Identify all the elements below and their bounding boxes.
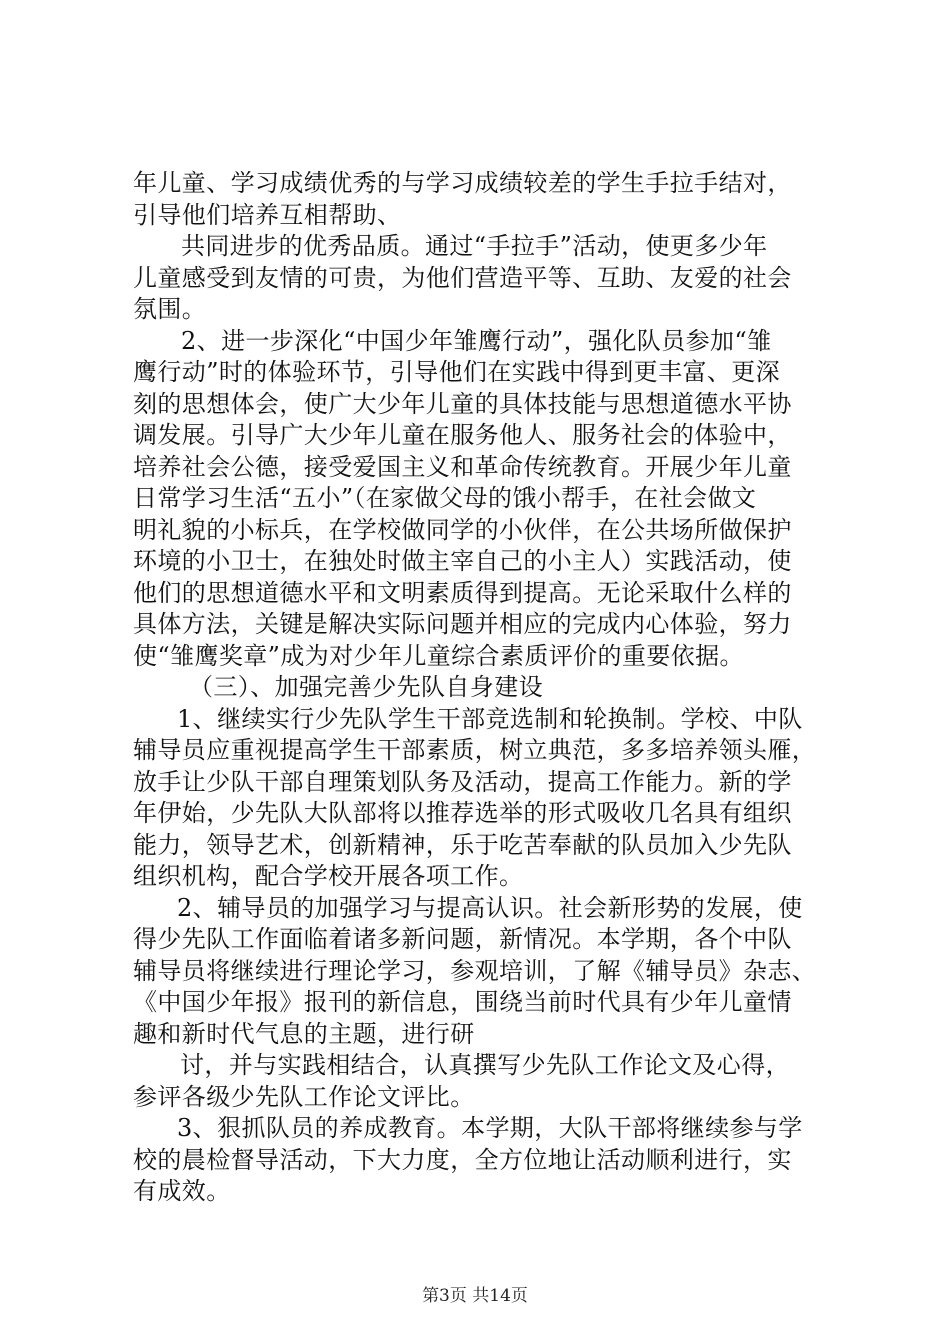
text-line: 使“雏鹰奖章”成为对少年儿童综合素质评价的重要依据。 [133,641,744,670]
text-line: 参评各级少先队工作论文评比。 [133,1082,475,1111]
text-line: 氛围。 [133,295,207,323]
text-line: 环境的小卫士，在独处时做主宰自己的小主人）实践活动，使 [133,547,792,575]
text-line: 日常学习生活“五小”（在家做父母的饿小帮手，在社会做文 [133,484,757,512]
text-line: 他们的思想道德水平和文明素质得到提高。无论采取什么样的 [133,578,792,607]
text-line: 调发展。引导广大少年儿童在服务他人、服务社会的体验中， [133,421,792,449]
document-body [133,168,833,1208]
text-line: 引导他们培养互相帮助、 [133,200,402,229]
text-line: 2、进一步深化“中国少年雏鹰行动”，强化队员参加“雏 [181,326,772,355]
text-line: 3、狠抓队员的养成教育。本学期，大队干部将继续参与学 [177,1114,803,1142]
text-line: 儿童感受到友情的可贵，为他们营造平等、互助、友爱的社会 [133,263,792,292]
text-line: 能力，领导艺术，创新精神，乐于吃苦奉献的队员加入少先队 [133,830,792,859]
text-line: 共同进步的优秀品质。通过“手拉手”活动，使更多少年 [181,232,768,260]
text-line: 1、继续实行少先队学生干部竞选制和轮换制。学校、中队 [177,704,803,733]
page-number-footer: 第3页 共14页 [422,1286,528,1306]
text-line: 培养社会公德，接受爱国主义和革命传统教育。开展少年儿童 [133,452,792,481]
text-line: 刻的思想体会，使广大少年儿童的具体技能与思想道德水平协 [133,389,792,418]
text-line: 辅导员应重视提高学生干部素质，树立典范，多多培养领头雁， [133,736,817,764]
section-heading: （三）、加强完善少先队自身建设 [189,673,543,701]
text-line: 得少先队工作面临着诸多新问题，新情况。本学期，各个中队 [133,925,792,953]
text-line: 2、辅导员的加强学习与提高认识。社会新形势的发展，使 [177,893,803,922]
text-line: 具体方法，关键是解决实际问题并相应的完成内心体验，努力 [133,610,792,638]
text-line: 年伊始，少先队大队部将以推荐选举的形式吸收几名具有组织 [133,799,792,827]
text-line: 校的晨检督导活动，下大力度，全方位地让活动顺利进行，实 [133,1145,792,1174]
text-line: 年儿童、学习成绩优秀的与学习成绩较差的学生手拉手结对， [133,169,792,197]
text-line: 组织机构，配合学校开展各项工作。 [133,862,524,890]
text-line: 放手让少队干部自理策划队务及活动，提高工作能力。新的学 [133,767,792,796]
text-line: 辅导员将继续进行理论学习，参观培训，了解《辅导员》杂志、 [133,956,817,985]
text-line: 明礼貌的小标兵，在学校做同学的小伙伴，在公共场所做保护 [133,515,792,544]
text-line: 趣和新时代气息的主题，进行研 [133,1019,475,1048]
text-line: 鹰行动”时的体验环节，引导他们在实践中得到更丰富、更深 [133,358,781,386]
text-line: 《中国少年报》报刊的新信息，围绕当前时代具有少年儿童情 [133,988,792,1016]
text-line: 有成效。 [133,1177,231,1205]
text-line: 讨，并与实践相结合，认真撰写少先队工作论文及心得， [180,1051,790,1079]
